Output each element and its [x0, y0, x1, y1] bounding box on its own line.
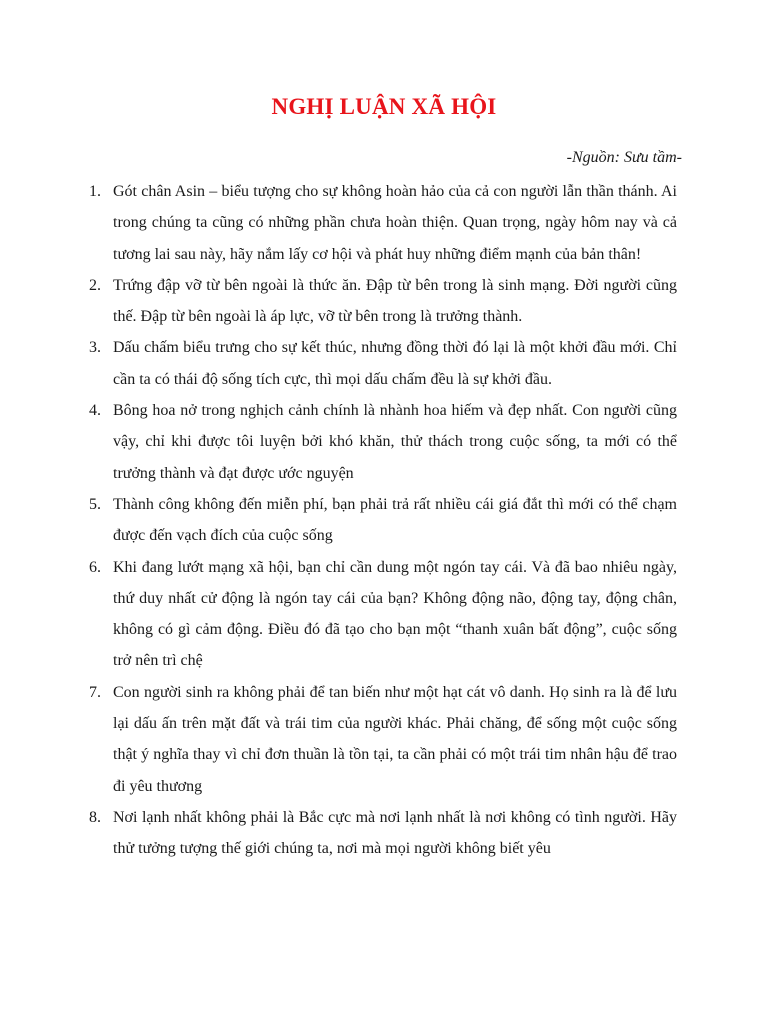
list-item: [89, 802, 677, 865]
list-item-number: 1.: [89, 183, 101, 200]
list-item-text: Thành công không đến miễn phí, bạn phải trả rất nhiều cái giá đắt thì mới có thể chạm được đến vạch đích của cuộc sống: [113, 495, 677, 545]
list-item: [89, 332, 677, 395]
list-item: [89, 489, 677, 552]
page-title: NGHỊ LUẬN XÃ HỘI: [271, 94, 497, 119]
list-item-text: Nơi lạnh nhất không phải là Bắc cực mà nơi lạnh nhất là nơi không có tình người. Hãy thử tưởng tượng thế giới chúng ta, nơi mà mọi người không biết yêu: [113, 808, 677, 858]
list-item-number: 6.: [89, 558, 101, 576]
list-item-number: 5.: [89, 495, 101, 513]
list-item-number: 3.: [89, 339, 101, 357]
list-item-text: Dấu chấm biểu trưng cho sự kết thúc, nhưng đồng thời đó lại là một khởi đầu mới. Chỉ cần ta có thái độ sống tích cực, thì mọi dấu chấm đều là sự khởi đầu.: [113, 339, 677, 388]
list-item-text: Bông hoa nở trong nghịch cảnh chính là nhành hoa hiếm và đẹp nhất. Con người cũng vậy, chỉ khi được tôi luyện bởi khó khăn, thử thách trong cuộc sống, ta mới có thể trưởng thành và đạt được ước nguyện: [113, 402, 677, 482]
list-item-text: Khi đang lướt mạng xã hội, bạn chỉ cần dung một ngón tay cái. Và đã bao nhiêu ngày, thứ duy nhất cử động là ngón tay cái của bạn? Không động não, động tay, động chân, không có gì cảm động. Điều đó đã tạo cho bạn một “thanh xuân bất động”, cuộc sống trở nên trì chệ: [113, 558, 677, 670]
list-item: [89, 395, 677, 489]
list-item-number: 2.: [89, 276, 101, 294]
quote-list: [89, 176, 677, 865]
list-item-number: 7.: [89, 683, 101, 701]
list-item-text: Trứng đập vỡ từ bên ngoài là thức ăn. Đập từ bên trong là sinh mạng. Đời người cũng thế. Đập từ bên ngoài là áp lực, vỡ từ bên trong là trưởng thành.: [113, 276, 677, 326]
list-item: [89, 677, 677, 802]
list-item-number: 4.: [89, 402, 101, 420]
list-item: [89, 176, 677, 270]
list-item-text: Gót chân Asin – biểu tượng cho sự không hoàn hảo của cả con người lẫn thần thánh. Ai trong chúng ta cũng có những phần chưa hoàn thiện. Quan trọng, ngày hôm nay và cả tương lai sau này, hãy nắm lấy cơ hội và phát huy những điểm mạnh của bản thân!: [113, 183, 677, 263]
list-item: [89, 552, 677, 677]
list-item: [89, 270, 677, 333]
list-item-number: 8.: [89, 808, 101, 826]
source-note: -Nguồn: Sưu tầm-: [566, 149, 682, 166]
list-item-text: Con người sinh ra không phải để tan biến như một hạt cát vô danh. Họ sinh ra là để lưu lại dấu ấn trên mặt đất và trái tim của người khác. Phải chăng, để sống một cuộc sống thật ý nghĩa thay vì chỉ đơn thuần là tồn tại, ta cần phải có một trái tim nhân hậu để trao đi yêu thương: [113, 683, 677, 795]
